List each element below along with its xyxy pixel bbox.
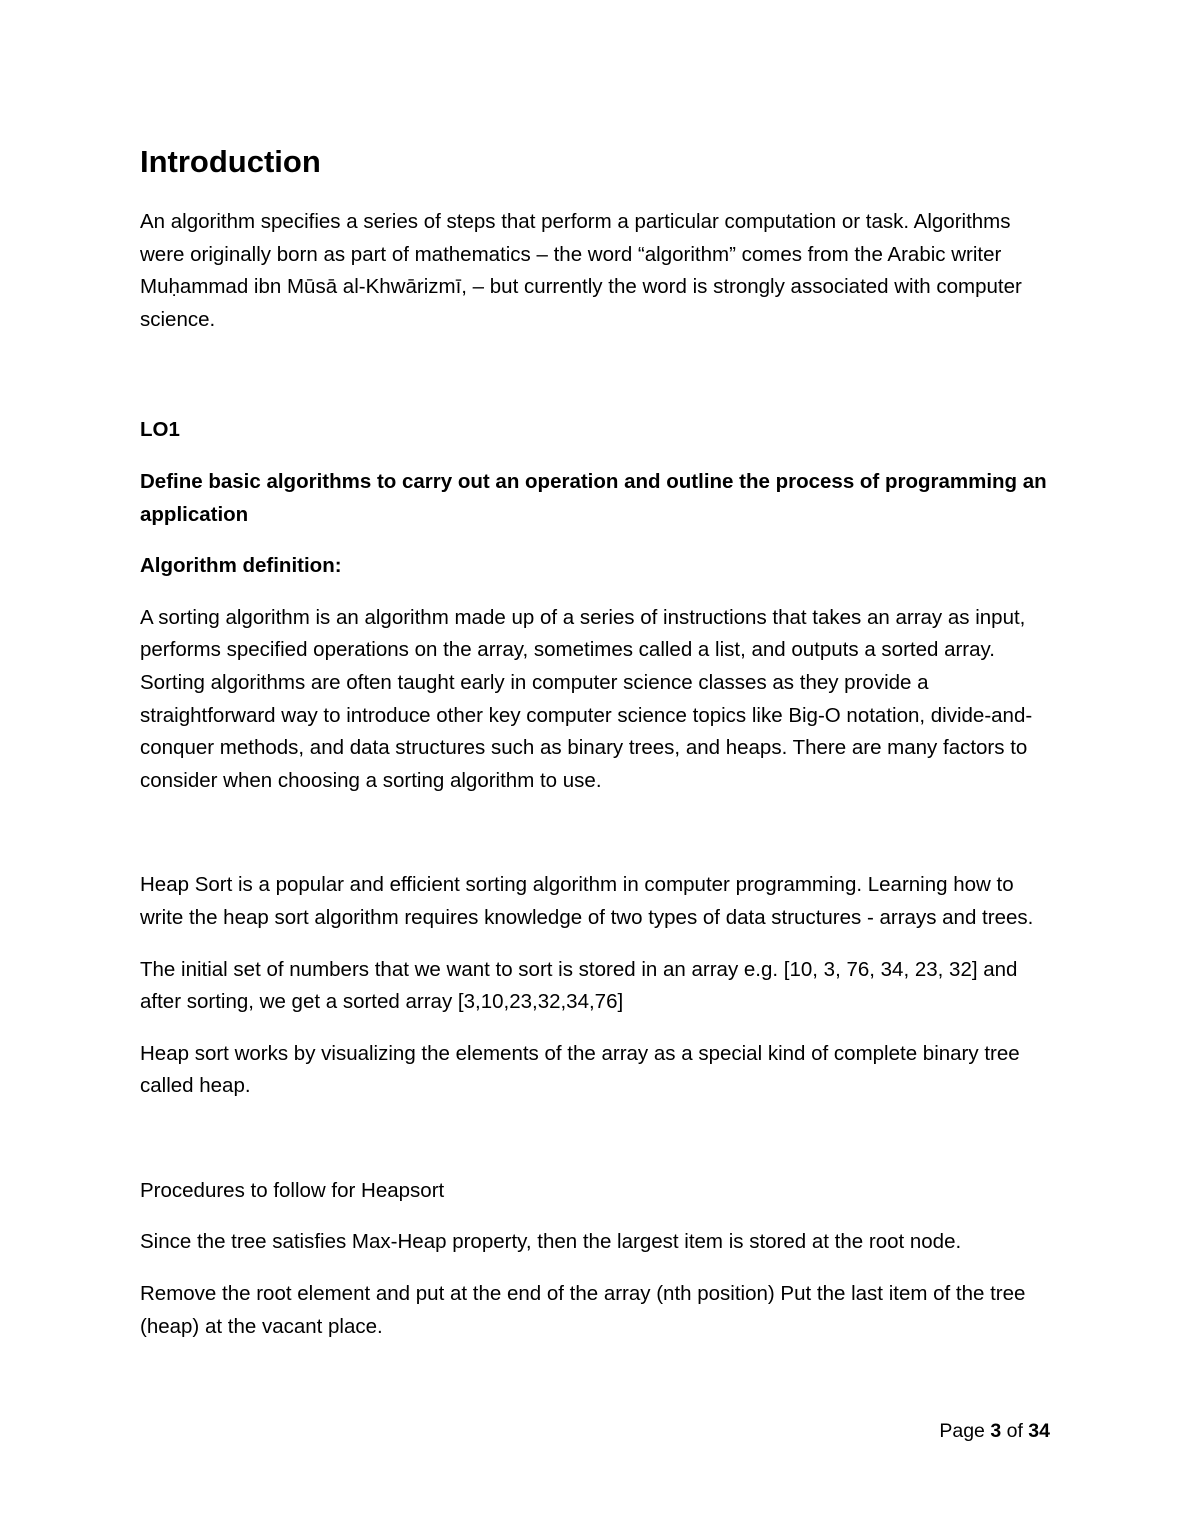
lo-title: Define basic algorithms to carry out an operation and outline the process of programming an application bbox=[140, 469, 1047, 526]
step-2-paragraph: Remove the root element and put at the end of the array (nth position) Put the last item of the tree (heap) at the vacant place. bbox=[140, 1282, 1026, 1338]
page-label: Page bbox=[939, 1420, 985, 1442]
page-title: Introduction bbox=[140, 144, 321, 179]
intro-paragraph: An algorithm specifies a series of steps that perform a particular computation or task. Algorithms were originally born as part of mathematics – the word “algorithm” comes from the Arabic writer Muḥammad ibn Mūsā al-Khwārizmī, – but currently the word is strongly associated with computer science. bbox=[140, 210, 1022, 331]
page-footer bbox=[939, 1417, 1050, 1445]
procedures-title: Procedures to follow for Heapsort bbox=[140, 1178, 445, 1202]
lo-label: LO1 bbox=[140, 418, 180, 442]
step-1-paragraph: Since the tree satisfies Max-Heap property, then the largest item is stored at the root node. bbox=[140, 1230, 962, 1254]
heapsort-intro-paragraph: Heap Sort is a popular and efficient sorting algorithm in computer programming. Learning how to write the heap sort algorithm requires knowledge of two types of data structures - arrays and trees. bbox=[140, 873, 1034, 929]
array-example-paragraph: The initial set of numbers that we want to sort is stored in an array e.g. [10, 3, 76, 34, 23, 32] and after sorting, we get a sorted array [3,10,23,32,34,76] bbox=[140, 957, 1018, 1014]
page-content bbox=[140, 140, 1050, 1343]
definition-paragraph: A sorting algorithm is an algorithm made up of a series of instructions that takes an array as input, performs specified operations on the array, sometimes called a list, and outputs a sorted array. Sorting algorithms are often taught early in computer science classes as they provide a straightforward way to introduce other key computer science topics like Big-O notation, divide-and-conquer methods, and data structures such as binary trees, and heaps. There are many factors to consider when choosing a sorting algorithm to use. bbox=[140, 605, 1033, 792]
of-label: of bbox=[1006, 1420, 1023, 1442]
heap-visual-paragraph: Heap sort works by visualizing the elements of the array as a special kind of complete binary tree called heap. bbox=[140, 1041, 1020, 1098]
page-total: 34 bbox=[1028, 1420, 1050, 1442]
definition-label: Algorithm definition: bbox=[140, 554, 342, 578]
page-current: 3 bbox=[990, 1420, 1002, 1442]
